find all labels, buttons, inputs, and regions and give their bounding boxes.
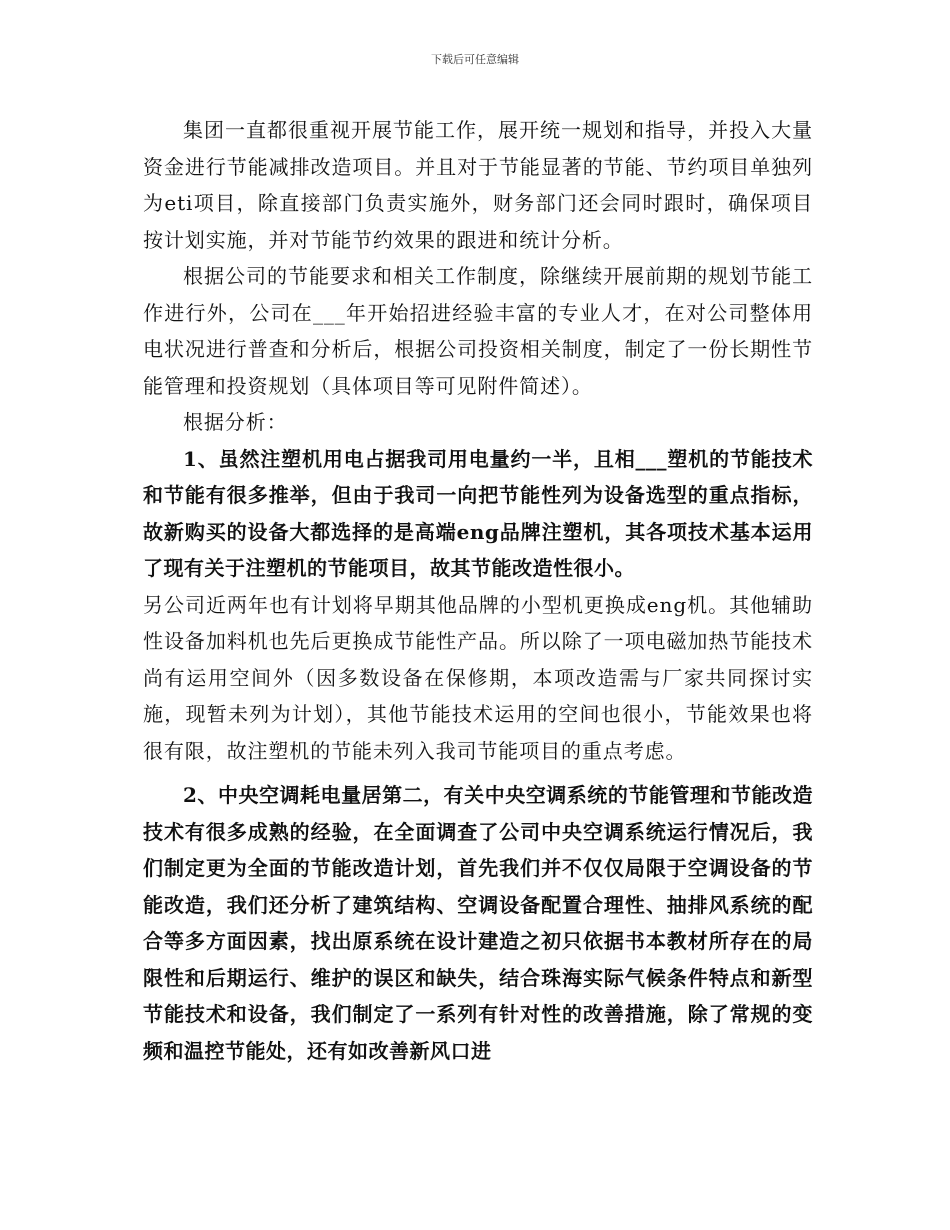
paragraph-2: 根据公司的节能要求和相关工作制度，除继续开展前期的规划节能工作进行外，公司在___年开始招进经验丰富的专业人才，在对公司整体用电状况进行普查和分析后，根据公司投资相关制度，制定了一份长期性节能管理和投资规划（具体项目等可见附件简述）。 [143, 264, 813, 398]
paragraph-4-continuation: 另公司近两年也有计划将早期其他品牌的小型机更换成eng机。其他辅助性设备加料机也先后更换成节能性产品。所以除了一项电磁加热节能技术尚有运用空间外（因多数设备在保修期，本项改造需与厂家共同探讨实施，现暂未列为计划），其他节能技术运用的空间也很小，节能效果也将很有限，故注塑机的节能未列入我司节能项目的重点考虑。 [143, 592, 813, 763]
paragraph-3: 根据分析： [183, 410, 288, 434]
paragraph-5-bold: 2、中央空调耗电量居第二，有关中央空调系统的节能管理和节能改造技术有很多成熟的经验，在全面调查了公司中央空调系统运行情况后，我们制定更为全面的节能改造计划，首先我们并不仅仅局限于空调设备的节能改造，我们还分析了建筑结构、空调设备配置合理性、抽排风系统的配合等多方面因素，找出原系统在设计建造之初只依据书本教材所存在的局限性和后期运行、维护的误区和缺失，结合珠海实际气候条件特点和新型节能技术和设备，我们制定了一系列有针对性的改善措施，除了常规的变频和温控节能处，还有如改善新风口进 [143, 783, 813, 1063]
paragraph-4-bold: 1、虽然注塑机用电占据我司用电量约一半，且相___塑机的节能技术和节能有很多推举，但由于我司一向把节能性列为设备选型的重点指标，故新购买的设备大都选择的是高端eng品牌注塑机，其各项技术基本运用了现有关于注塑机的节能项目，故其节能改造性很小。 [143, 446, 813, 580]
paragraph-1: 集团一直都很重视开展节能工作，展开统一规划和指导，并投入大量资金进行节能减排改造项目。并且对于节能显著的节能、节约项目单独列为eti项目，除直接部门负责实施外，财务部门还会同时跟时，确保项目按计划实施，并对节能节约效果的跟进和统计分析。 [143, 118, 813, 252]
page-header: 下载后可任意编辑 [431, 53, 519, 66]
document-body [143, 112, 813, 1069]
